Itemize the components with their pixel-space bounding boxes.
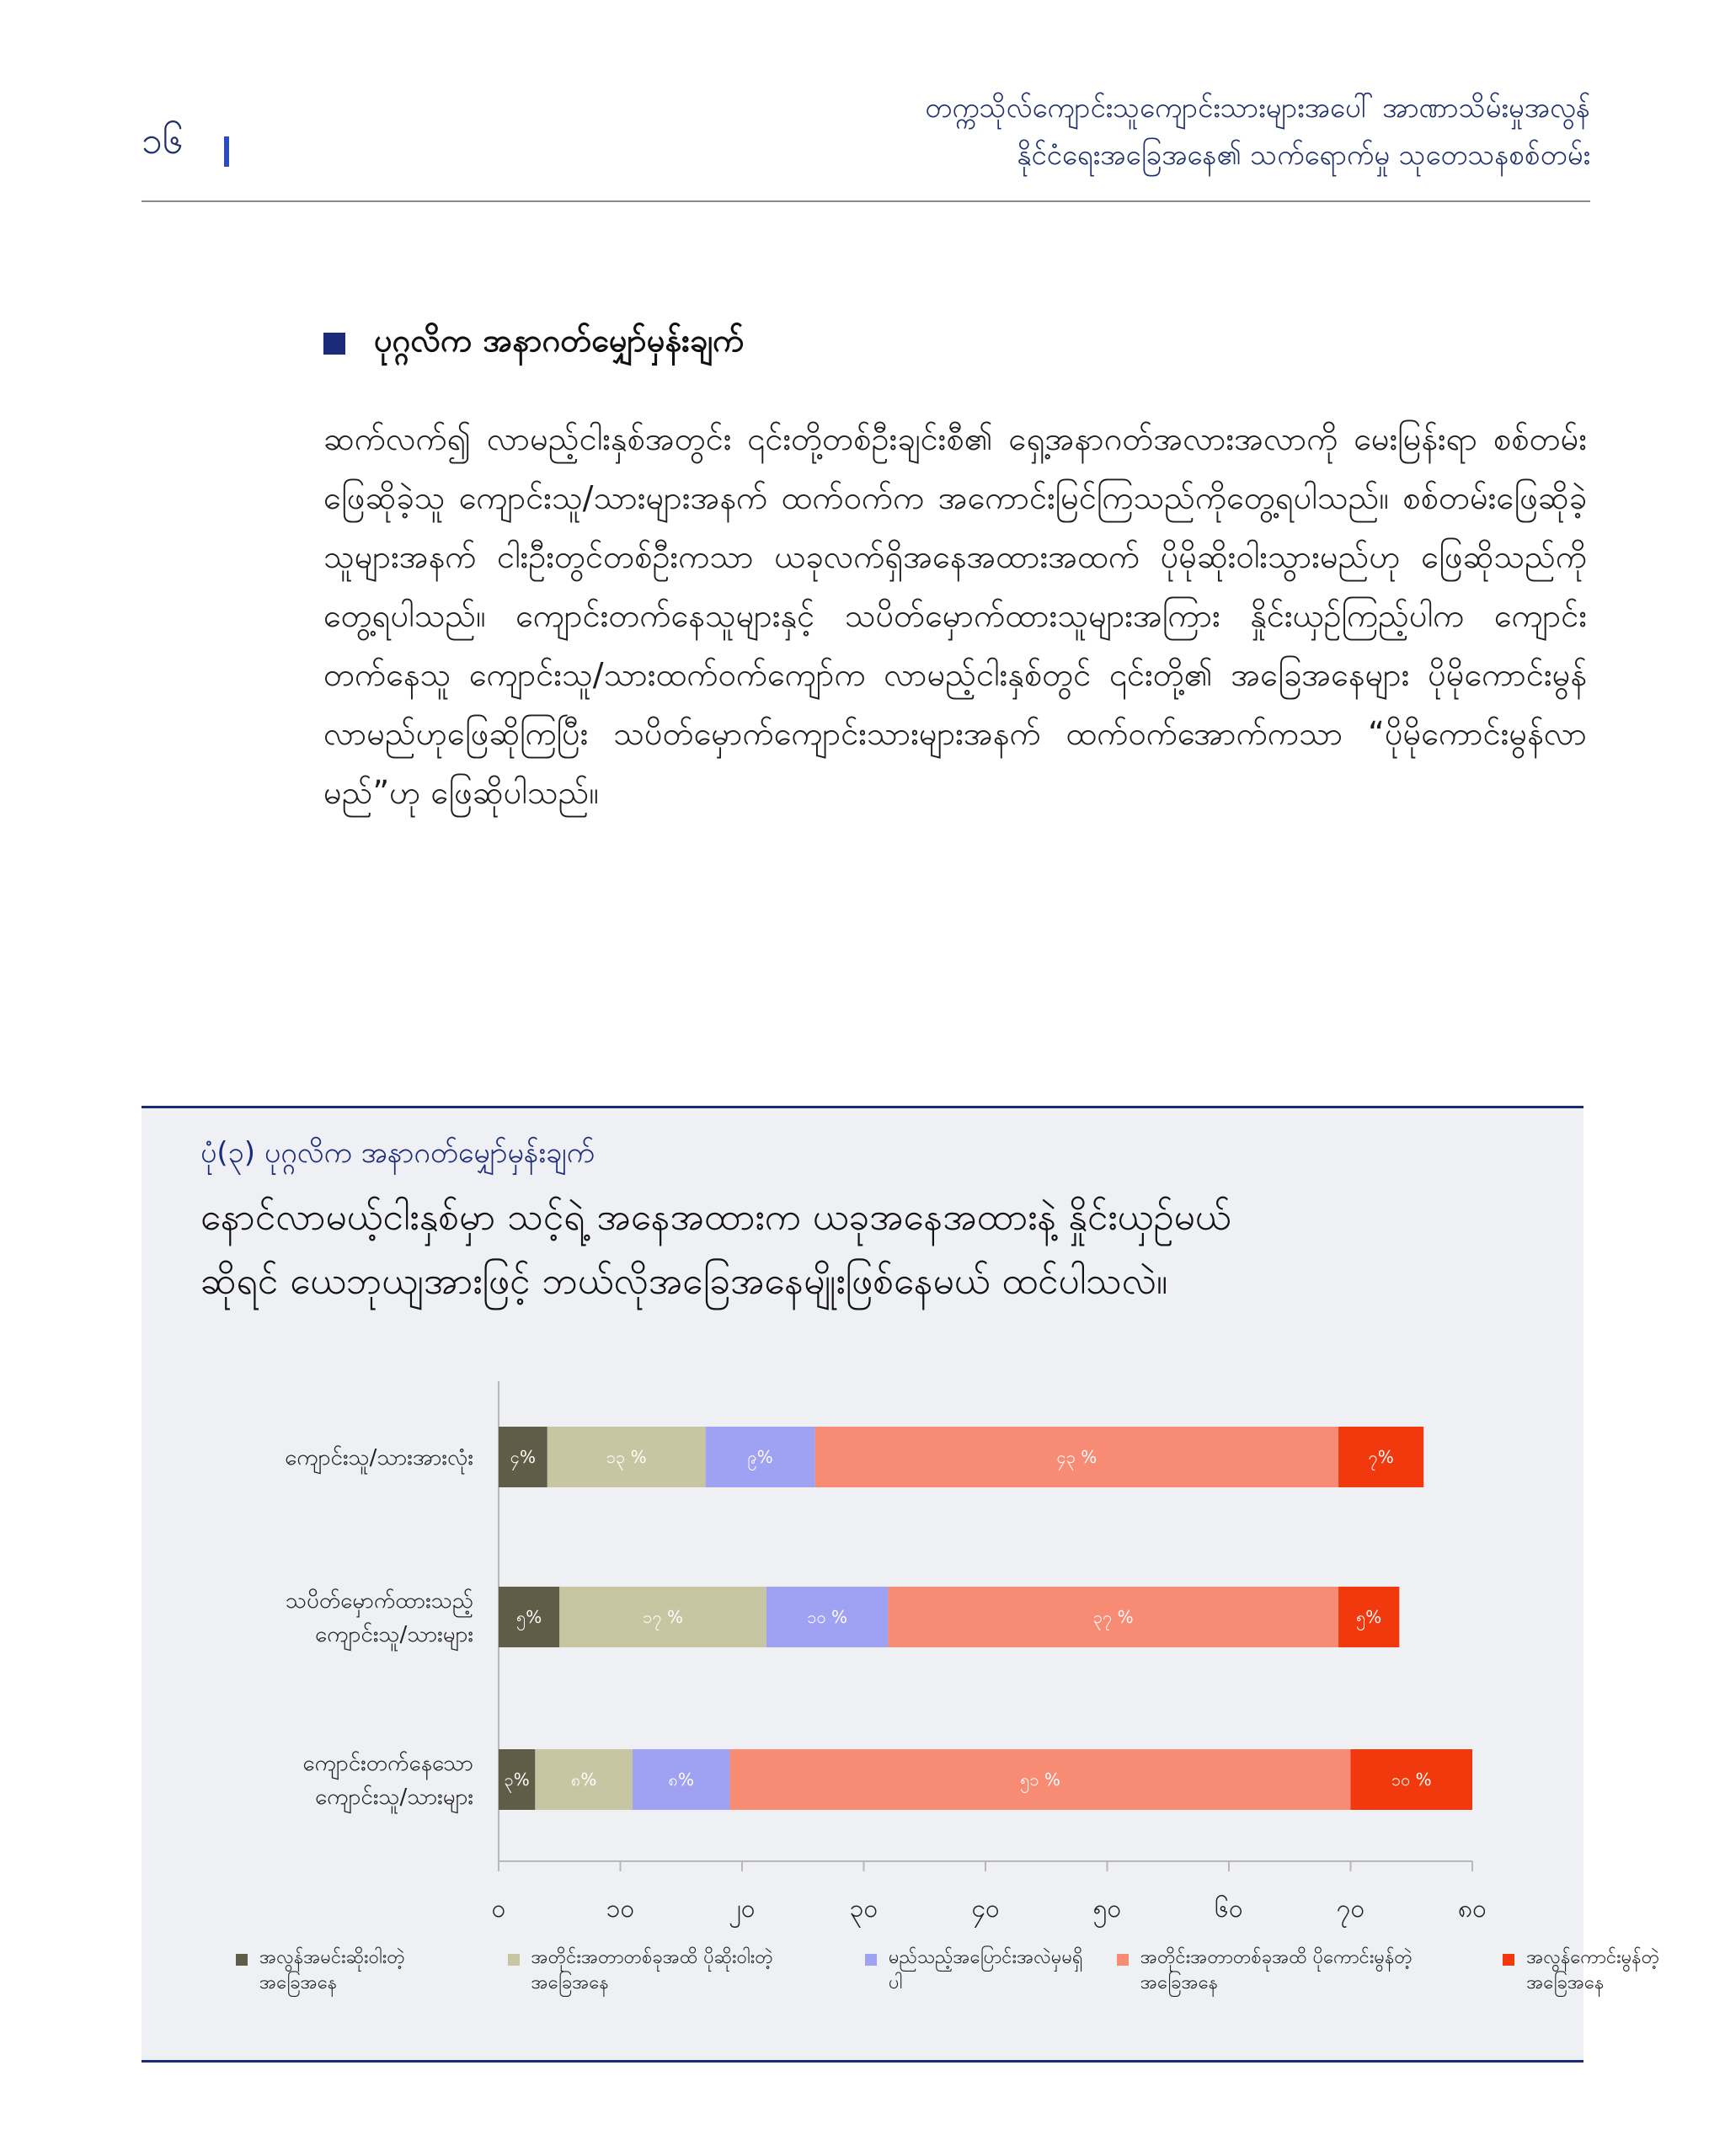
- category-label: ကျောင်းသူ/သားများ: [315, 1785, 473, 1810]
- legend-label: မည်သည့်အပြောင်းအလဲမှမရှိပါ: [889, 1947, 1083, 1993]
- bar-segment-label: ၁၀ %: [807, 1607, 848, 1627]
- x-tick-label: ၆၀: [1215, 1894, 1243, 1924]
- bar-segment-label: ၄%: [510, 1447, 537, 1467]
- header-rule: [142, 200, 1590, 202]
- legend-item: [865, 1945, 1085, 1996]
- x-tick-label: ၈၀: [1457, 1894, 1487, 1924]
- square-bullet-icon: [323, 333, 345, 355]
- body-paragraph: ဆက်လက်၍ လာမည့်ငါးနှစ်အတွင်း ၎င်းတို့တစ်ဦးချင်းစီ၏ ရှေ့အနာဂတ်အလားအလာကို မေးမြန်းရာ စစ်တမ်းဖြေဆိုခဲ့သူ ကျောင်းသူ/သားများအနက် ထက်ဝက်က အကောင်းမြင်ကြသည်ကိုတွေ့ရပါသည်။ စစ်တမ်းဖြေဆိုခဲ့သူများအနက် ငါးဦးတွင်တစ်ဦးကသာ ယခုလက်ရှိအနေအထားအထက် ပိုမိုဆိုးဝါးသွားမည်ဟု ဖြေဆိုသည်ကို တွေ့ရပါသည်။ ကျောင်းတက်နေသူများနှင့် သပိတ်မှောက်ထားသူများအကြား နှိုင်းယှဉ်ကြည့်ပါက ကျောင်းတက်နေသူ ကျောင်းသူ/သားထက်ဝက်ကျော်က လာမည့်ငါးနှစ်တွင် ၎င်းတို့၏ အခြေအနေများ ပိုမိုကောင်းမွန်လာမည်ဟုဖြေဆိုကြပြီး သပိတ်မှောက်ကျောင်းသားများအနက် ထက်ဝက်အောက်ကသာ “ပိုမိုကောင်းမွန်လာမည်”ဟု ဖြေဆိုပါသည်။: [323, 420, 1587, 811]
- bar-segment-label: ၃၇ %: [1092, 1607, 1134, 1627]
- bar-segment-label: ၇%: [1368, 1447, 1394, 1467]
- running-header: [925, 84, 1590, 179]
- bar-segment-label: ၁၇ %: [643, 1607, 684, 1627]
- stacked-bar-chart: [142, 1364, 1583, 2038]
- x-tick-label: ၁၀: [606, 1894, 635, 1924]
- bar-segment-label: ၁၃ %: [606, 1447, 647, 1467]
- legend-swatch: [236, 1954, 248, 1966]
- bar-segment-label: ၅%: [515, 1607, 542, 1627]
- running-header-line-2: နိုင်ငံရေးအခြေအနေ၏ သက်ရောက်မှု သုတေသနစစ်တမ်း: [1017, 138, 1590, 171]
- bar-segment-label: ၁၀ %: [1391, 1769, 1432, 1790]
- category-label: သပိတ်မှောက်ထားသည့်: [285, 1588, 473, 1614]
- legend-item: [1117, 1945, 1471, 1996]
- figure-caption: ပုံ(၃) ပုဂ္ဂလိက အနာဂတ်မျှော်မှန်းချက်: [200, 1136, 595, 1170]
- bar-segment-label: ၉%: [747, 1447, 773, 1467]
- legend-swatch: [865, 1954, 877, 1966]
- x-tick-label: ၅၀: [1092, 1894, 1122, 1924]
- section-title: ပုဂ္ဂလိက အနာဂတ်မျှော်မှန်းချက်: [374, 322, 745, 359]
- bar-segment-label: ၃%: [504, 1769, 530, 1790]
- legend-label: အလွန်ကောင်းမွန်တဲ့အခြေအနေ: [1526, 1947, 1660, 1993]
- figure-bottom-rule: [142, 2060, 1583, 2063]
- chart-legend: [236, 1945, 1725, 1996]
- page-number-divider: [224, 136, 229, 167]
- figure-question-line-2: ဆိုရင် ယေဘုယျအားဖြင့် ဘယ်လိုအခြေအနေမျိုးဖြစ်နေမယ် ထင်ပါသလဲ။: [200, 1260, 1168, 1303]
- figure-question: [200, 1186, 1514, 1314]
- figure-question-line-1: နောင်လာမယ့်ငါးနှစ်မှာ သင့်ရဲ့ အနေအထားက ယခုအနေအထားနဲ့ နှိုင်းယှဉ်မယ်: [200, 1196, 1231, 1239]
- legend-swatch: [1117, 1954, 1129, 1966]
- x-tick-label: ၇၀: [1336, 1894, 1365, 1924]
- category-label: ကျောင်းတက်နေသော: [302, 1751, 473, 1776]
- x-tick-label: ၄၀: [971, 1894, 1000, 1924]
- legend-swatch: [508, 1954, 520, 1966]
- legend-swatch: [1503, 1954, 1514, 1966]
- bar-segment-label: ၈%: [668, 1769, 694, 1790]
- legend-item: [236, 1945, 476, 1996]
- category-label: ကျောင်းသူ/သားများ: [315, 1622, 473, 1647]
- x-tick-label: ၀: [491, 1894, 506, 1924]
- bar-segment-label: ၅၁ %: [1020, 1769, 1060, 1790]
- x-tick-label: ၃၀: [849, 1894, 879, 1924]
- legend-label: အတိုင်းအတာတစ်ခုအထိ ပိုဆိုးဝါးတဲ့အခြေအနေ: [531, 1947, 773, 1993]
- legend-item: [1503, 1945, 1725, 1996]
- legend-label: အတိုင်းအတာတစ်ခုအထိ ပိုကောင်းမွန်တဲ့အခြေအနေ: [1140, 1947, 1413, 1993]
- page-number: ၁၆: [142, 120, 184, 163]
- category-label: ကျောင်းသူ/သားအားလုံး: [285, 1445, 473, 1470]
- legend-item: [508, 1945, 834, 1996]
- chart-canvas: [142, 1364, 1583, 2038]
- x-tick-label: ၂၀: [729, 1894, 756, 1924]
- bar-segment-label: ၄၃ %: [1056, 1447, 1097, 1467]
- bar-segment-label: ၈%: [570, 1769, 597, 1790]
- legend-label: အလွန်အမင်းဆိုးဝါးတဲ့ အခြေအနေ: [259, 1947, 405, 1993]
- running-header-line-1: တက္ကသိုလ်ကျောင်းသူကျောင်းသားများအပေါ် အာဏာသိမ်းမှုအလွန်: [925, 91, 1590, 124]
- section-heading: [323, 320, 744, 367]
- bar-segment-label: ၅%: [1356, 1607, 1382, 1627]
